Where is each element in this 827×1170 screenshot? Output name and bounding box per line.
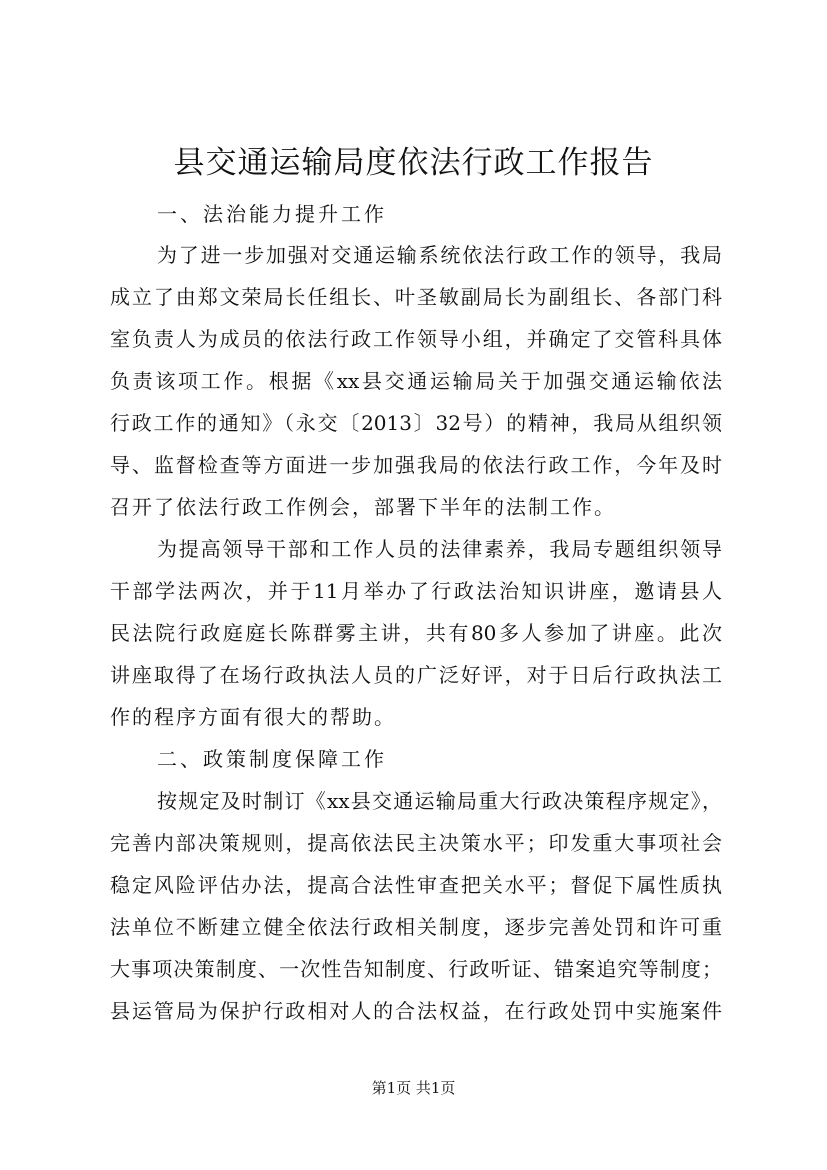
paragraph-line: 法单位不断建立健全依法行政相关制度，逐步完善处罚和许可重 xyxy=(110,915,722,939)
paragraph-line: 成立了由郑文荣局长任组长、叶圣敏副局长为副组长、各部门科 xyxy=(110,285,722,309)
paragraph-line: 负责该项工作。根据《xx县交通运输局关于加强交通运输依法 xyxy=(110,369,722,393)
paragraph-line: 行政工作的通知》（永交〔2013〕32号）的精神，我局从组织领 xyxy=(110,411,722,435)
paragraph-line: 导、监督检查等方面进一步加强我局的依法行政工作，今年及时 xyxy=(110,453,722,477)
section-heading-1: 一、法治能力提升工作 xyxy=(157,202,387,226)
document-title: 县交通运输局度依法行政工作报告 xyxy=(173,145,654,181)
paragraph-line: 完善内部决策规则，提高依法民主决策水平；印发重大事项社会 xyxy=(110,831,722,855)
paragraph-line: 室负责人为成员的依法行政工作领导小组，并确定了交管科具体 xyxy=(110,327,722,351)
section-heading-2: 二、政策制度保障工作 xyxy=(157,747,387,771)
paragraph-line: 作的程序方面有很大的帮助。 xyxy=(110,705,396,729)
paragraph-line: 大事项决策制度、一次性告知制度、行政听证、错案追究等制度； xyxy=(110,957,722,981)
paragraph-line: 干部学法两次，并于11月举办了行政法治知识讲座，邀请县人 xyxy=(110,579,722,603)
paragraph-line: 县运管局为保护行政相对人的合法权益，在行政处罚中实施案件 xyxy=(110,999,722,1023)
paragraph-line: 讲座取得了在场行政执法人员的广泛好评，对于日后行政执法工 xyxy=(110,663,722,687)
paragraph-line: 按规定及时制订《xx县交通运输局重大行政决策程序规定》， xyxy=(157,789,722,813)
paragraph-line: 民法院行政庭庭长陈群雾主讲，共有80多人参加了讲座。此次 xyxy=(110,621,722,645)
page-number: 第1页 共1页 xyxy=(371,1079,456,1097)
paragraph-line: 稳定风险评估办法，提高合法性审查把关水平；督促下属性质执 xyxy=(110,873,722,897)
paragraph-line: 为提高领导干部和工作人员的法律素养，我局专题组织领导 xyxy=(157,537,722,561)
paragraph-line: 召开了依法行政工作例会，部署下半年的法制工作。 xyxy=(110,495,616,519)
paragraph-line: 为了进一步加强对交通运输系统依法行政工作的领导，我局 xyxy=(157,243,722,267)
